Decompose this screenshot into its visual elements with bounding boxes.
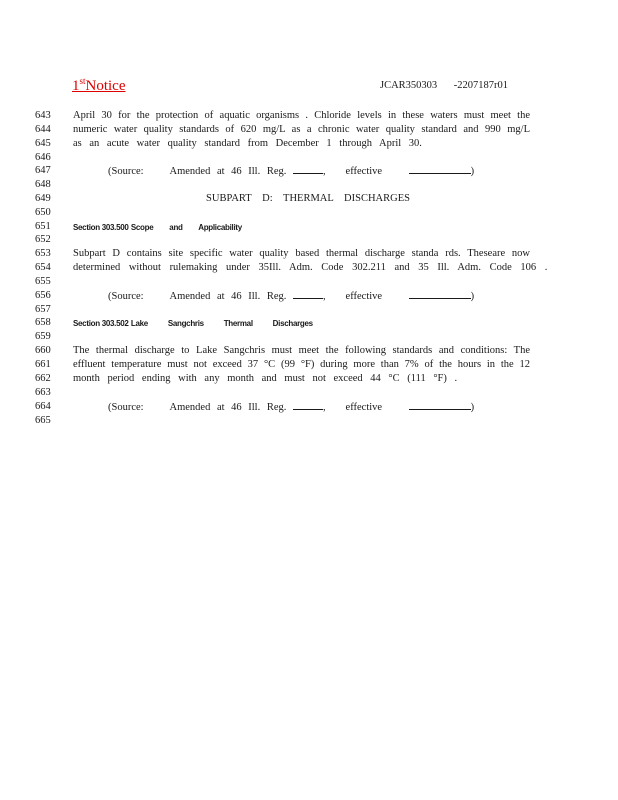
line-number: 648	[35, 179, 51, 190]
effective-date-blank	[409, 400, 471, 410]
line-number: 663	[35, 387, 51, 398]
line-number: 647	[35, 165, 51, 176]
line-number: 651	[35, 221, 51, 232]
source-close: )	[470, 291, 475, 302]
section-number: Section 303.500	[73, 223, 129, 232]
section-heading	[73, 317, 530, 330]
source-effective: effective	[345, 291, 383, 302]
line-number: 645	[35, 138, 51, 149]
body-line: The thermal discharge to Lake Sangchris must meet the following standards and conditions: The	[73, 345, 530, 356]
source-note	[108, 164, 474, 178]
line-number: 664	[35, 401, 51, 412]
line-number: 646	[35, 152, 51, 163]
source-note	[108, 289, 474, 303]
body-line: month period ending with any month and must not exceed 44 °C (111 °F) .	[73, 373, 458, 384]
line-number: 658	[35, 317, 51, 328]
source-comma: ,	[323, 291, 326, 302]
source-note	[108, 400, 474, 414]
source-close: )	[470, 166, 475, 177]
source-amended: Amended at 46 Ill. Reg.	[169, 291, 287, 302]
line-number: 649	[35, 193, 51, 204]
line-number: 654	[35, 262, 51, 273]
source-comma: ,	[323, 166, 326, 177]
body-line: determined without rulemaking under 35Ill. Adm. Code 302.211 and 35 Ill. Adm. Code 106 .	[73, 262, 548, 273]
register-blank	[293, 400, 323, 410]
source-label: (Source:	[108, 291, 144, 302]
register-blank	[293, 289, 323, 299]
line-number: 661	[35, 359, 51, 370]
line-number: 665	[35, 415, 51, 426]
notice-heading	[72, 76, 140, 95]
effective-date-blank	[409, 289, 471, 299]
line-number: 655	[35, 276, 51, 287]
notice-number: 1	[72, 78, 80, 94]
line-number: 656	[35, 290, 51, 301]
body-line: numeric water quality standards of 620 mg/L as a chronic water quality standard and 990 mg/L	[73, 124, 530, 135]
line-number: 659	[35, 331, 51, 342]
source-amended: Amended at 46 Ill. Reg.	[169, 166, 287, 177]
line-number: 657	[35, 304, 51, 315]
subpart-heading: SUBPART D: THERMAL DISCHARGES	[206, 193, 410, 204]
line-number: 643	[35, 110, 51, 121]
line-number: 644	[35, 124, 51, 135]
section-number: Section 303.502	[73, 319, 129, 328]
source-label: (Source:	[108, 402, 144, 413]
body-line: effluent temperature must not exceed 37 °C (99 °F) during more than 7% of the hours in the 12	[73, 359, 530, 370]
line-number: 653	[35, 248, 51, 259]
line-number: 652	[35, 234, 51, 245]
source-close: )	[470, 402, 475, 413]
register-blank	[293, 164, 323, 174]
source-label: (Source:	[108, 166, 144, 177]
section-heading	[73, 221, 530, 234]
notice-superscript: st	[79, 76, 86, 86]
body-line: Subpart D contains site specific water quality based thermal discharge standa rds. Theseare now	[73, 248, 530, 259]
source-amended: Amended at 46 Ill. Reg.	[169, 402, 287, 413]
source-effective: effective	[345, 166, 383, 177]
body-line: April 30 for the protection of aquatic organisms . Chloride levels in these waters must meet the	[73, 110, 530, 121]
line-number: 650	[35, 207, 51, 218]
body-line: as an acute water quality standard from December 1 through April 30.	[73, 138, 422, 149]
effective-date-blank	[409, 164, 471, 174]
section-title: Lake Sangchris Thermal Discharges	[130, 319, 313, 328]
notice-word: Notice	[85, 78, 126, 94]
line-number: 660	[35, 345, 51, 356]
document-id: JCAR350303 -2207187r01	[380, 80, 509, 91]
source-effective: effective	[345, 402, 383, 413]
section-title: Scope and Applicability	[130, 223, 242, 232]
source-comma: ,	[323, 402, 326, 413]
line-number: 662	[35, 373, 51, 384]
